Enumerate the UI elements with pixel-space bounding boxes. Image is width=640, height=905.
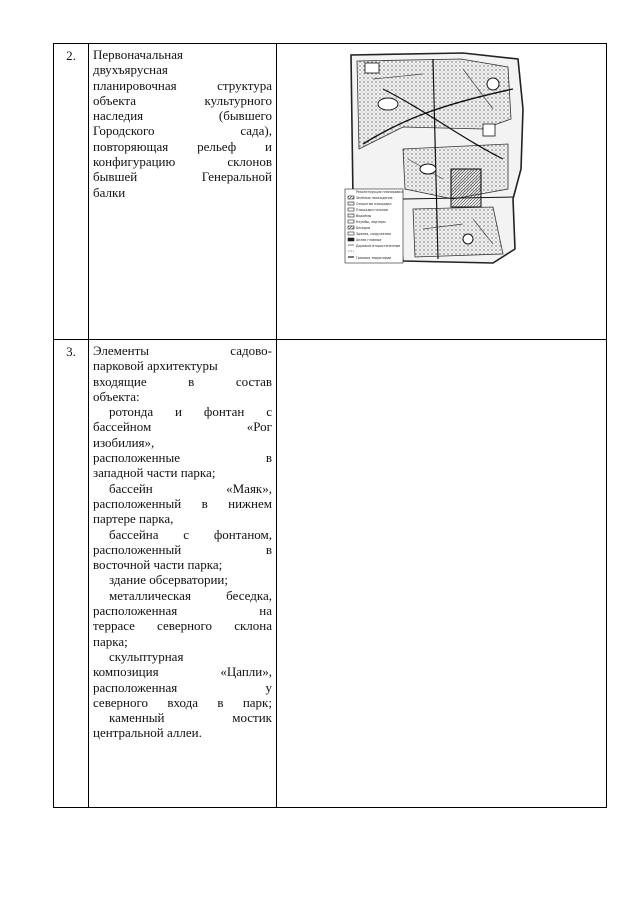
legend-label: Водоёмы (356, 214, 372, 218)
heritage-table (53, 43, 607, 808)
legend-label: Граница территории (356, 256, 392, 260)
desc-line: парковой архитектуры (93, 358, 218, 374)
table-row (54, 340, 607, 808)
desc-line: двухъярусная (93, 62, 168, 78)
plan-legend (345, 189, 403, 263)
desc-line: бассейна с фонтаном, (109, 526, 272, 542)
desc-line: партере парка, (93, 511, 174, 527)
desc-line: расположенный в (93, 541, 272, 557)
table-row (54, 44, 607, 340)
desc-line: конфигурацию склонов (93, 154, 272, 170)
desc-line: северного входа в парк; (93, 694, 272, 710)
desc-line: парка; (93, 633, 128, 649)
legend-label: Площадки газонов (356, 208, 388, 212)
desc-line: наследия (бывшего (93, 108, 272, 124)
desc-line: восточной части парка; (93, 557, 223, 573)
desc-line: расположенный в нижнем (93, 495, 272, 511)
desc-line: здание обсерватории; (109, 572, 228, 588)
row-number: 3. (54, 340, 89, 808)
desc-line: западной части парка; (93, 465, 216, 481)
row-description (89, 44, 277, 340)
desc-line: балки (93, 184, 126, 200)
desc-line: металлическая беседка, (109, 587, 272, 603)
desc-line: расположенная у (93, 679, 272, 695)
legend-label: Реконструкция планировки (356, 190, 403, 194)
desc-line: Первоначальная (93, 47, 183, 62)
desc-line: объекта: (93, 388, 140, 404)
desc-line: планировочная структура (93, 77, 272, 93)
desc-line: бассейном «Рог (93, 419, 272, 435)
plan-cell (277, 44, 607, 340)
desc-line: композиция «Цапли», (93, 664, 272, 680)
desc-line: расположенная на (93, 603, 272, 619)
row-number: 2. (54, 44, 89, 340)
desc-line: бывшей Генеральной (93, 169, 272, 185)
desc-line: скульптурная (109, 648, 184, 664)
desc-line: Городского сада), (93, 123, 272, 139)
desc-line: повторяющая рельеф и (93, 138, 272, 154)
row-description (89, 340, 277, 808)
legend-label: Зелёные насаждения (356, 196, 393, 200)
desc-line: террасе северного склона (93, 618, 272, 634)
legend-label: Открытые площадки (356, 202, 392, 206)
desc-line: центральной аллеи. (93, 725, 202, 741)
legend-label: Клумбы, партеры (356, 220, 386, 224)
legend-label: Аллеи главные (356, 238, 382, 242)
legend-label: Здания, сооружения (356, 232, 391, 236)
empty-cell (277, 340, 607, 808)
legend-label: Дорожки второстепенные (356, 244, 401, 248)
desc-line: бассейн «Маяк», (109, 480, 272, 496)
desc-line: входящие в состав (93, 373, 272, 389)
desc-line: Элементы садово- (93, 343, 272, 358)
desc-line: расположенные в (93, 450, 272, 466)
park-plan-map (343, 49, 529, 265)
desc-line: изобилия», (93, 434, 155, 450)
desc-line: каменный мостик (109, 710, 272, 726)
legend-label: Беседки (356, 226, 371, 230)
desc-line: ротонда и фонтан с (109, 404, 272, 420)
desc-line: объекта культурного (93, 92, 272, 108)
